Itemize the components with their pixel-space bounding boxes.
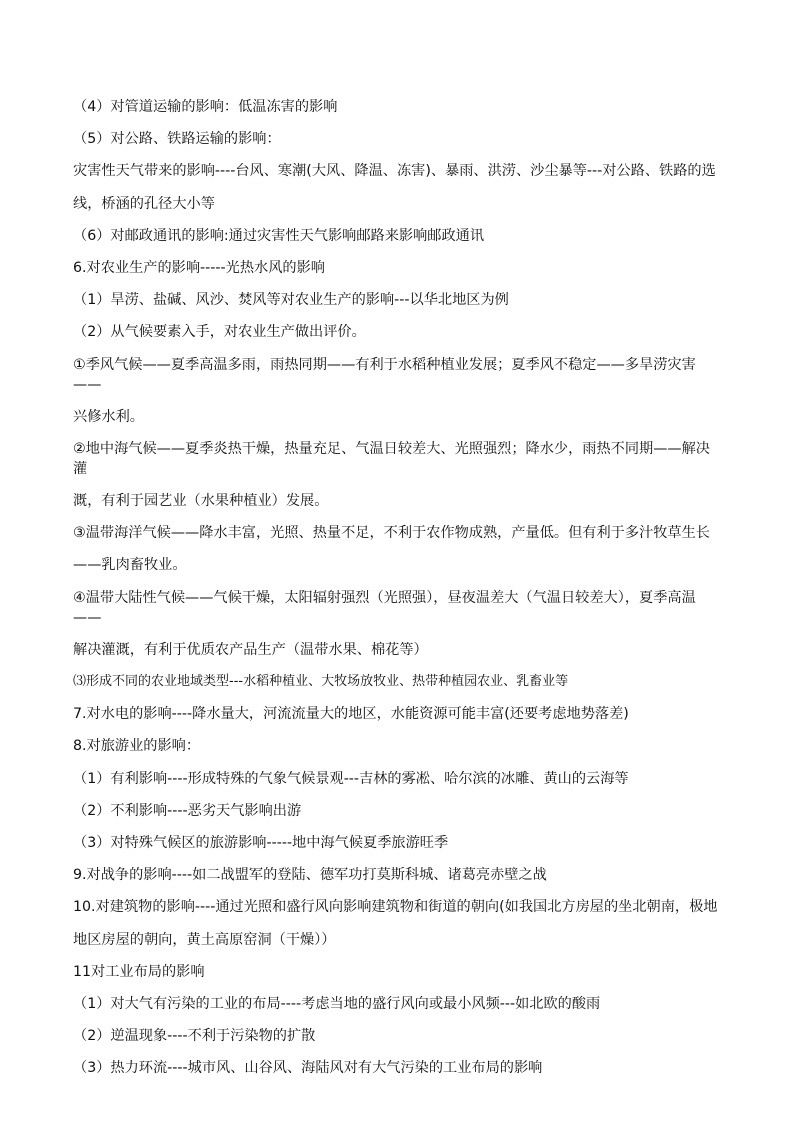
- document-body: [73, 97, 723, 1090]
- text-line: （1）对大气有污染的工业的布局----考虑当地的盛行风向或最小风频---如北欧的酸雨: [73, 995, 601, 1012]
- text-line: ②地中海气候——夏季炎热干燥，热量充足、气温日较差大、光照强烈；降水少，雨热不同期——解决灌: [73, 440, 710, 477]
- text-line: （2）不利影响----恶劣天气影响出游: [73, 802, 302, 819]
- text-line: 地区房屋的朝向，黄土高原窑洞（干燥））: [73, 931, 336, 948]
- section-heading: 11对工业布局的影响: [73, 963, 205, 980]
- text-line: （3）对特殊气候区的旅游影响-----地中海气候夏季旅游旺季: [73, 834, 449, 851]
- text-line: ①季风气候——夏季高温多雨，雨热同期——有利于水稻种植业发展；夏季风不稳定——多旱涝灾害——: [73, 356, 696, 393]
- text-line: （1）有利影响----形成特殊的气象气候景观---吉林的雾凇、哈尔滨的冰雕、黄山的云海等: [73, 770, 629, 787]
- text-line: （2）逆温现象----不利于污染物的扩散: [73, 1028, 316, 1045]
- text-line: 线，桥涵的孔径大小等: [73, 195, 215, 212]
- text-line: （5）对公路、铁路运输的影响：: [73, 131, 281, 148]
- section-heading: 7.对水电的影响----降水量大，河流流量大的地区，水能资源可能丰富(还要考虑地势落差): [73, 706, 629, 723]
- text-line: （1）旱涝、盐碱、风沙、焚风等对农业生产的影响---以华北地区为例: [73, 292, 509, 309]
- section-heading: 9.对战争的影响----如二战盟军的登陆、德军功打莫斯科城、诸葛亮赤壁之战: [73, 867, 547, 884]
- text-line: 灾害性天气带来的影响----台风、寒潮(大风、降温、冻害)、暴雨、洪涝、沙尘暴等---对公路、铁路的选: [73, 163, 716, 180]
- text-line: （3）热力环流----城市风、山谷风、海陆风对有大气污染的工业布局的影响: [73, 1060, 543, 1077]
- text-line: （4）对管道运输的影响：低温冻害的影响: [73, 99, 338, 115]
- text-line: ⑶形成不同的农业地域类型---水稻种植业、大牧场放牧业、热带种植园农业、乳畜业等: [73, 674, 569, 689]
- section-heading: 10.对建筑物的影响----通过光照和盛行风向影响建筑物和街道的朝向(如我国北方房屋的坐北朝南，极地: [73, 899, 718, 916]
- text-line: ④温带大陆性气候——气候干燥，太阳辐射强烈（光照强），昼夜温差大（气温日较差大），夏季高温——: [73, 589, 696, 626]
- text-line: （2）从气候要素入手，对农业生产做出评价。: [73, 324, 366, 341]
- section-heading: 8.对旅游业的影响：: [73, 738, 201, 755]
- text-line: 溉，有利于园艺业（水果种植业）发展。: [73, 493, 329, 510]
- section-heading: 6.对农业生产的影响-----光热水风的影响: [73, 259, 325, 276]
- text-line: ③温带海洋气候——降水丰富，光照、热量不足，不利于农作物成熟，产量低。但有利于多汁牧草生长: [73, 525, 710, 542]
- text-line: 解决灌溉，有利于优质农产品生产（温带水果、棉花等）: [73, 641, 428, 658]
- text-line: 兴修水利。: [73, 408, 144, 425]
- text-line: ——乳肉畜牧业。: [73, 557, 187, 574]
- text-line: （6）对邮政通讯的影响:通过灾害性天气影响邮路来影响邮政通讯: [73, 227, 485, 244]
